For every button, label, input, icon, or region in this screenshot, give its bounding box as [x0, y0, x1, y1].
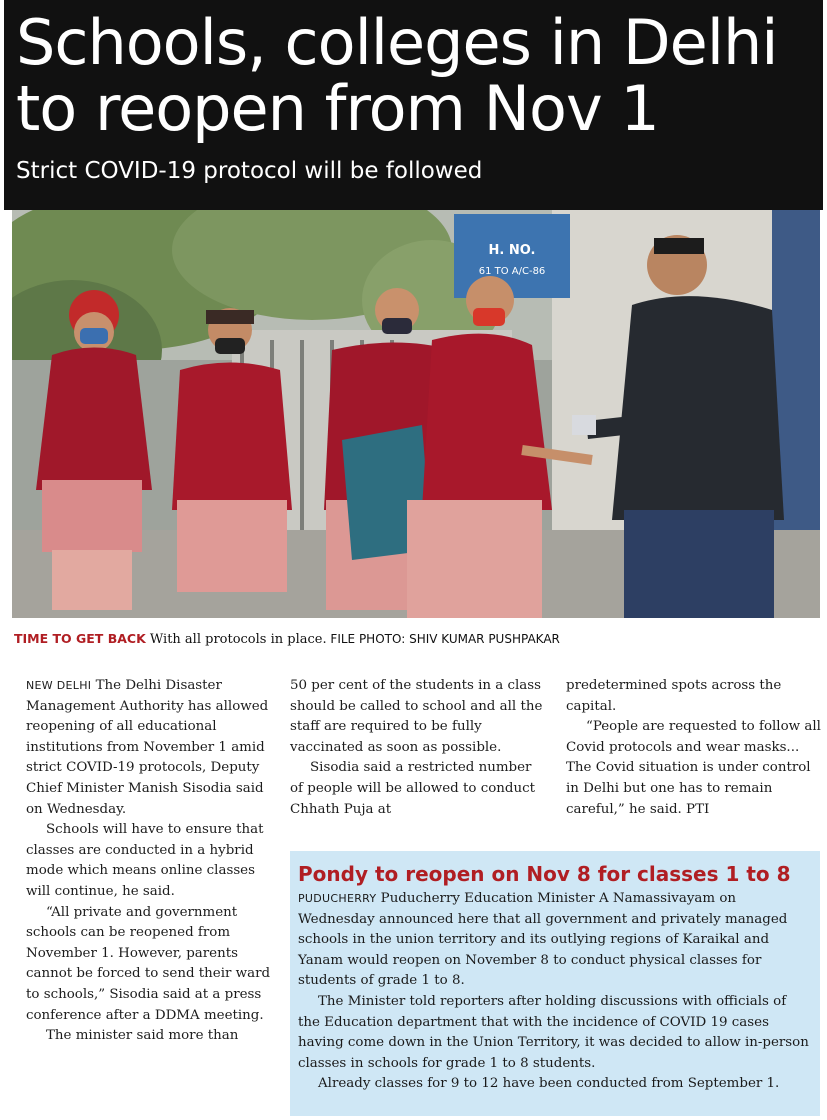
article-column-3	[566, 676, 822, 820]
photo-caption	[14, 631, 560, 647]
article-column-2	[290, 676, 548, 820]
article-paragraph: “All private and government schools can be reopened from November 1. However, parents cannot be forced to send their ward to schools,” Sisodia said at a press conference after a DDMA meeting.	[26, 904, 271, 1023]
article-paragraph: NEW DELHI The Delhi Disaster Management Authority has allowed reopening of all educational institutions from November 1 amid strict COVID-19 protocols, Deputy Chief Minister Manish Sisodia said on Wednesday.	[26, 678, 269, 817]
news-photo	[12, 210, 820, 618]
article-paragraph: predetermined spots across the capital.	[566, 678, 782, 714]
article-paragraph: 50 per cent of the students in a class should be called to school and all the staff are required to be fully vaccinated as soon as possible.	[290, 678, 543, 755]
headline: Schools, colleges in Delhi to reopen from Nov 1	[16, 6, 778, 145]
related-story-paragraph: PUDUCHERRY Puducherry Education Minister A Namassivayam on Wednesday announced here that all government and privately managed schools in the union territory and its outlying regions of Karaikal and Yanam would reopen on November 8 to conduct physical classes for students of grade 1 to 8.	[298, 891, 788, 989]
subheadline: Strict COVID-19 protocol will be followed	[16, 158, 483, 184]
dateline: NEW DELHI	[26, 679, 92, 692]
related-story-dateline: PUDUCHERRY	[298, 892, 377, 905]
masthead	[4, 0, 823, 210]
related-story-paragraph: The Minister told reporters after holding discussions with officials of the Education department that with the incidence of COVID 19 cases having come down in the Union Territory, it was decided to allow in-person classes in schools for grade 1 to 8 students.	[298, 993, 809, 1071]
related-story-title: Pondy to reopen on Nov 8 for classes 1 to 8	[298, 862, 791, 886]
photo-credit: FILE PHOTO: SHIV KUMAR PUSHPAKAR	[326, 632, 560, 646]
caption-label: TIME TO GET BACK	[14, 631, 146, 646]
sign-subtext: 61 TO A/C-86	[478, 266, 546, 277]
article-paragraph: “People are requested to follow all Covid protocols and wear masks... The Covid situation is under control in Delhi but one has to remain careful,” he said. PTI	[566, 719, 821, 817]
related-story-box	[290, 851, 820, 1116]
related-story-paragraph: Already classes for 9 to 12 have been conducted from September 1.	[318, 1076, 780, 1092]
article-paragraph: Sisodia said a restricted number of people will be allowed to conduct Chhath Puja at	[290, 760, 535, 817]
article-paragraph: The minister said more than	[46, 1028, 239, 1044]
article-column-1	[26, 676, 271, 1047]
sign-text: H. NO.	[488, 243, 536, 258]
article-paragraph: Schools will have to ensure that classes are conducted in a hybrid mode which means online classes will continue, he said.	[26, 822, 264, 899]
caption-text: With all protocols in place.	[145, 632, 327, 647]
